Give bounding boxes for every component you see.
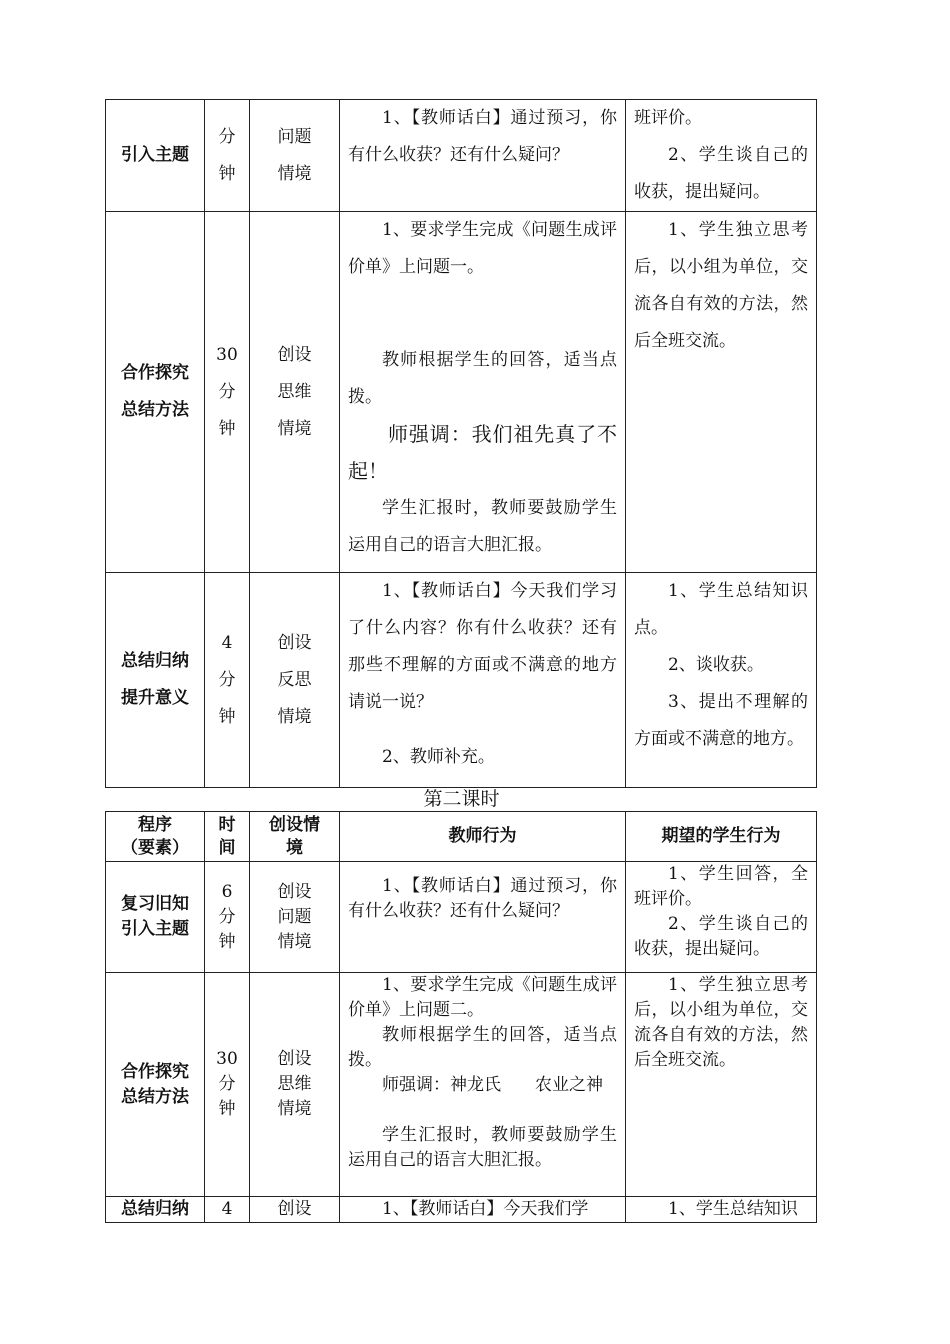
situation-text: 创设 — [277, 632, 312, 653]
situation-text: 情境 — [277, 418, 312, 439]
stage-text: 合作探究 — [121, 363, 189, 383]
stage-cell — [106, 862, 205, 973]
stage-text: 总结归纳 — [121, 651, 189, 671]
situation-text: 情境 — [277, 163, 312, 184]
teacher-text: 1、【教师话白】今天我们学 — [382, 1199, 589, 1219]
situation-text: 思维 — [277, 381, 312, 402]
situation-cell — [250, 100, 340, 212]
situation-text: 问题 — [277, 906, 312, 927]
teacher-text: 师强调：我们祖先真了不起！ — [348, 422, 617, 483]
time-text: 分 — [218, 126, 236, 147]
time-text: 分 — [218, 669, 236, 690]
situation-text: 情境 — [277, 706, 312, 727]
header-stage — [106, 812, 205, 862]
time-text: 4 — [221, 632, 233, 653]
table-row — [106, 862, 817, 973]
teacher-text: 教师根据学生的回答，适当点拨。 — [348, 350, 617, 407]
teacher-behavior-cell — [340, 973, 626, 1197]
time-cell — [205, 573, 250, 788]
situation-text: 创设 — [277, 344, 312, 365]
student-behavior-cell — [626, 100, 817, 212]
teacher-text: 1、【教师话白】通过预习，你有什么收获？还有什么疑问？ — [348, 876, 617, 921]
teacher-behavior-cell — [340, 573, 626, 788]
time-text: 30 — [216, 344, 238, 365]
teacher-text: 教师根据学生的回答，适当点拨。 — [348, 1025, 617, 1070]
stage-text: 引入主题 — [121, 919, 189, 939]
table-row — [106, 100, 817, 212]
header-text: 时 — [218, 814, 236, 835]
time-cell — [205, 1197, 250, 1223]
situation-cell — [250, 212, 340, 573]
time-text: 钟 — [218, 418, 236, 439]
student-behavior-cell — [626, 973, 817, 1197]
student-text: 班评价。 — [634, 108, 702, 128]
student-text: 1、学生回答，全班评价。 — [634, 864, 808, 909]
situation-text: 创设 — [277, 881, 312, 902]
time-text: 分 — [218, 1074, 236, 1094]
lesson-plan-table-1 — [105, 99, 817, 788]
situation-cell — [250, 573, 340, 788]
header-student — [626, 812, 817, 862]
stage-text: 总结方法 — [121, 1086, 189, 1107]
teacher-text: 学生汇报时，教师要鼓励学生运用自己的语言大胆汇报。 — [348, 498, 617, 555]
table-row — [106, 1197, 817, 1223]
student-text: 1、学生独立思考后，以小组为单位，交流各自有效的方法，然后全班交流。 — [634, 975, 808, 1070]
teacher-behavior-cell — [340, 1197, 626, 1223]
header-text: 创设情 — [269, 814, 320, 835]
situation-text: 创设 — [277, 1199, 312, 1219]
time-text: 钟 — [218, 163, 236, 184]
header-text: 境 — [286, 837, 303, 858]
student-behavior-cell — [626, 1197, 817, 1223]
student-text: 3、提出不理解的方面或不满意的地方。 — [634, 692, 808, 749]
student-text: 2、学生谈自己的收获，提出疑问。 — [634, 914, 808, 959]
student-behavior-cell — [626, 212, 817, 573]
teacher-text: 1、要求学生完成《问题生成评价单》上问题一。 — [348, 220, 617, 277]
header-situation — [250, 812, 340, 862]
situation-cell — [250, 1197, 340, 1223]
header-text: 期望的学生行为 — [661, 826, 781, 846]
teacher-text: 1、要求学生完成《问题生成评价单》上问题二。 — [348, 975, 617, 1020]
lesson-plan-table-2 — [105, 811, 817, 1223]
student-text: 2、谈收获。 — [668, 655, 764, 675]
stage-text: 提升意义 — [121, 688, 189, 708]
table-row — [106, 973, 817, 1197]
student-text: 1、学生总结知识 — [668, 1199, 798, 1219]
situation-text: 反思 — [277, 669, 312, 690]
stage-text: 引入主题 — [121, 145, 189, 165]
header-text: 间 — [218, 837, 236, 858]
situation-cell — [250, 973, 340, 1197]
teacher-text: 1、【教师话白】通过预习，你有什么收获？还有什么疑问？ — [348, 108, 617, 165]
table-header-row — [106, 812, 817, 862]
teacher-behavior-cell — [340, 212, 626, 573]
stage-cell — [106, 100, 205, 212]
time-text: 钟 — [218, 1099, 236, 1119]
time-cell — [205, 973, 250, 1197]
student-text: 2、学生谈自己的收获，提出疑问。 — [634, 145, 808, 202]
header-time — [205, 812, 250, 862]
stage-cell — [106, 973, 205, 1197]
stage-text: 复习旧知 — [121, 894, 189, 914]
table-row — [106, 573, 817, 788]
stage-cell — [106, 1197, 205, 1223]
stage-text: 总结归纳 — [121, 1199, 189, 1219]
teacher-behavior-cell — [340, 100, 626, 212]
situation-text: 思维 — [277, 1074, 312, 1094]
student-text: 1、学生总结知识点。 — [634, 581, 808, 638]
situation-text: 情境 — [277, 931, 312, 952]
teacher-text: 1、【教师话白】今天我们学习了什么内容？你有什么收获？还有那些不理解的方面或不满意的地方请说一说？ — [348, 581, 617, 712]
stage-cell — [106, 212, 205, 573]
situation-text: 情境 — [277, 1099, 312, 1119]
situation-text: 创设 — [277, 1049, 312, 1069]
time-text: 钟 — [218, 706, 236, 727]
time-cell — [205, 862, 250, 973]
time-cell — [205, 212, 250, 573]
student-behavior-cell — [626, 862, 817, 973]
section-title: 第二课时 — [423, 788, 500, 810]
header-text: 教师行为 — [448, 826, 517, 846]
time-text: 30 — [216, 1049, 238, 1069]
time-text: 钟 — [218, 931, 236, 952]
situation-text: 问题 — [277, 126, 312, 147]
header-text: （要素） — [121, 837, 189, 858]
header-teacher — [340, 812, 626, 862]
teacher-text: 师强调：神龙氏 农业之神 — [382, 1075, 603, 1095]
time-text: 分 — [218, 906, 236, 927]
stage-text: 总结方法 — [121, 400, 189, 420]
teacher-behavior-cell — [340, 862, 626, 973]
teacher-text: 2、教师补充。 — [382, 747, 495, 767]
header-text: 程序 — [138, 814, 172, 835]
time-text: 分 — [218, 381, 236, 402]
teacher-text: 学生汇报时，教师要鼓励学生运用自己的语言大胆汇报。 — [348, 1125, 617, 1170]
student-behavior-cell — [626, 573, 817, 788]
time-text: 4 — [221, 1199, 233, 1219]
table-row — [106, 212, 817, 573]
situation-cell — [250, 862, 340, 973]
time-text: 6 — [221, 881, 233, 902]
student-text: 1、学生独立思考后，以小组为单位，交流各自有效的方法，然后全班交流。 — [634, 220, 808, 351]
time-cell — [205, 100, 250, 212]
stage-text: 合作探究 — [121, 1061, 189, 1082]
stage-cell — [106, 573, 205, 788]
